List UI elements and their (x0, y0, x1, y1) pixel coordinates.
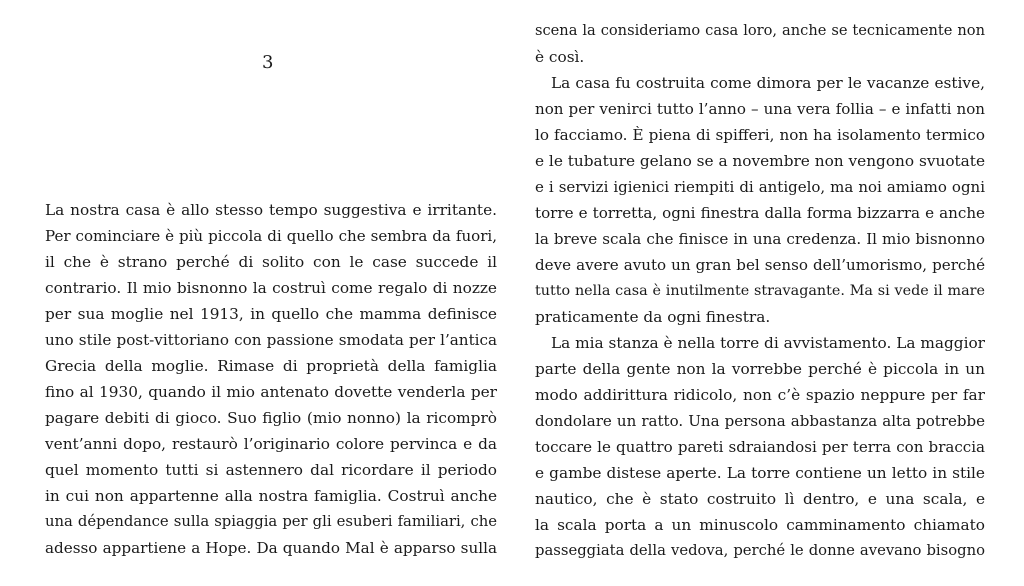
text-line: una dépendance sulla spiaggia per gli esuberi familiari, che (45, 513, 497, 530)
text-line: adesso appartiene a Hope. Da quando Mal è apparso sulla (45, 539, 497, 557)
text-line: Grecia della moglie. Rimase di proprietà della famiglia (45, 357, 497, 375)
text-line: il che è strano perché di solito con le case succede il (45, 253, 497, 271)
left-page-text (45, 197, 497, 561)
text-line: e i servizi igienici riempiti di antigelo, ma noi amiamo ogni (535, 178, 985, 196)
right-page-text (535, 18, 985, 564)
text-line: lo facciamo. È piena di spifferi, non ha isolamento termico (535, 126, 985, 144)
text-line: quel momento tutti si astennero dal ricordare il periodo (45, 461, 497, 479)
text-line: passeggiata della vedova, perché le donne avevano bisogno (535, 542, 985, 559)
text-line: pagare debiti di gioco. Suo figlio (mio nonno) la ricomprò (45, 409, 497, 427)
text-line: parte della gente non la vorrebbe perché è piccola in un (535, 360, 985, 378)
text-line: in cui non appartenne alla nostra famiglia. Costruì anche (45, 487, 497, 505)
text-line: praticamente da ogni finestra. (535, 308, 771, 326)
text-line: tutto nella casa è inutilmente stravagante. Ma si vede il mare (535, 283, 985, 299)
text-line: non per venirci tutto l’anno – una vera follia – e infatti non (535, 100, 985, 118)
text-line: nautico, che è stato costruito lì dentro, e una scala, e (535, 490, 985, 508)
text-line: la scala porta a un minuscolo camminamento chiamato (535, 516, 985, 534)
text-line: torre e torretta, ogni finestra dalla forma bizzarra e anche (535, 204, 985, 222)
text-line: deve avere avuto un gran bel senso dell’umorismo, perché (535, 256, 985, 274)
text-line: è così. (535, 48, 585, 66)
text-line: e le tubature gelano se a novembre non vengono svuotate (535, 152, 985, 170)
text-line: dondolare un ratto. Una persona abbastanza alta potrebbe (535, 412, 985, 430)
text-line: per sua moglie nel 1913, in quello che mamma definisce (45, 305, 497, 323)
text-line: e gambe distese aperte. La torre contiene un letto in stile (535, 464, 985, 482)
chapter-number: 3 (262, 52, 274, 73)
text-line: la breve scala che finisce in una credenza. Il mio bisnonno (535, 230, 985, 248)
text-line: fino al 1930, quando il mio antenato dovette venderla per (45, 383, 497, 401)
text-line: La mia stanza è nella torre di avvistamento. La maggior (551, 334, 985, 352)
text-line: modo addirittura ridicolo, non c’è spazio neppure per far (535, 386, 985, 404)
text-line: La nostra casa è allo stesso tempo suggestiva e irritante. (45, 201, 497, 219)
text-line: uno stile post-vittoriano con passione smodata per l’antica (45, 331, 497, 349)
text-line: toccare le quattro pareti sdraiandosi per terra con braccia (535, 438, 985, 456)
text-line: vent’anni dopo, restaurò l’originario colore pervinca e da (45, 435, 497, 453)
text-line: contrario. Il mio bisnonno la costruì come regalo di nozze (45, 279, 497, 297)
text-line: Per cominciare è più piccola di quello che sembra da fuori, (45, 227, 497, 245)
text-line: scena la consideriamo casa loro, anche se tecnicamente non (535, 22, 985, 39)
text-line: La casa fu costruita come dimora per le vacanze estive, (551, 74, 985, 92)
